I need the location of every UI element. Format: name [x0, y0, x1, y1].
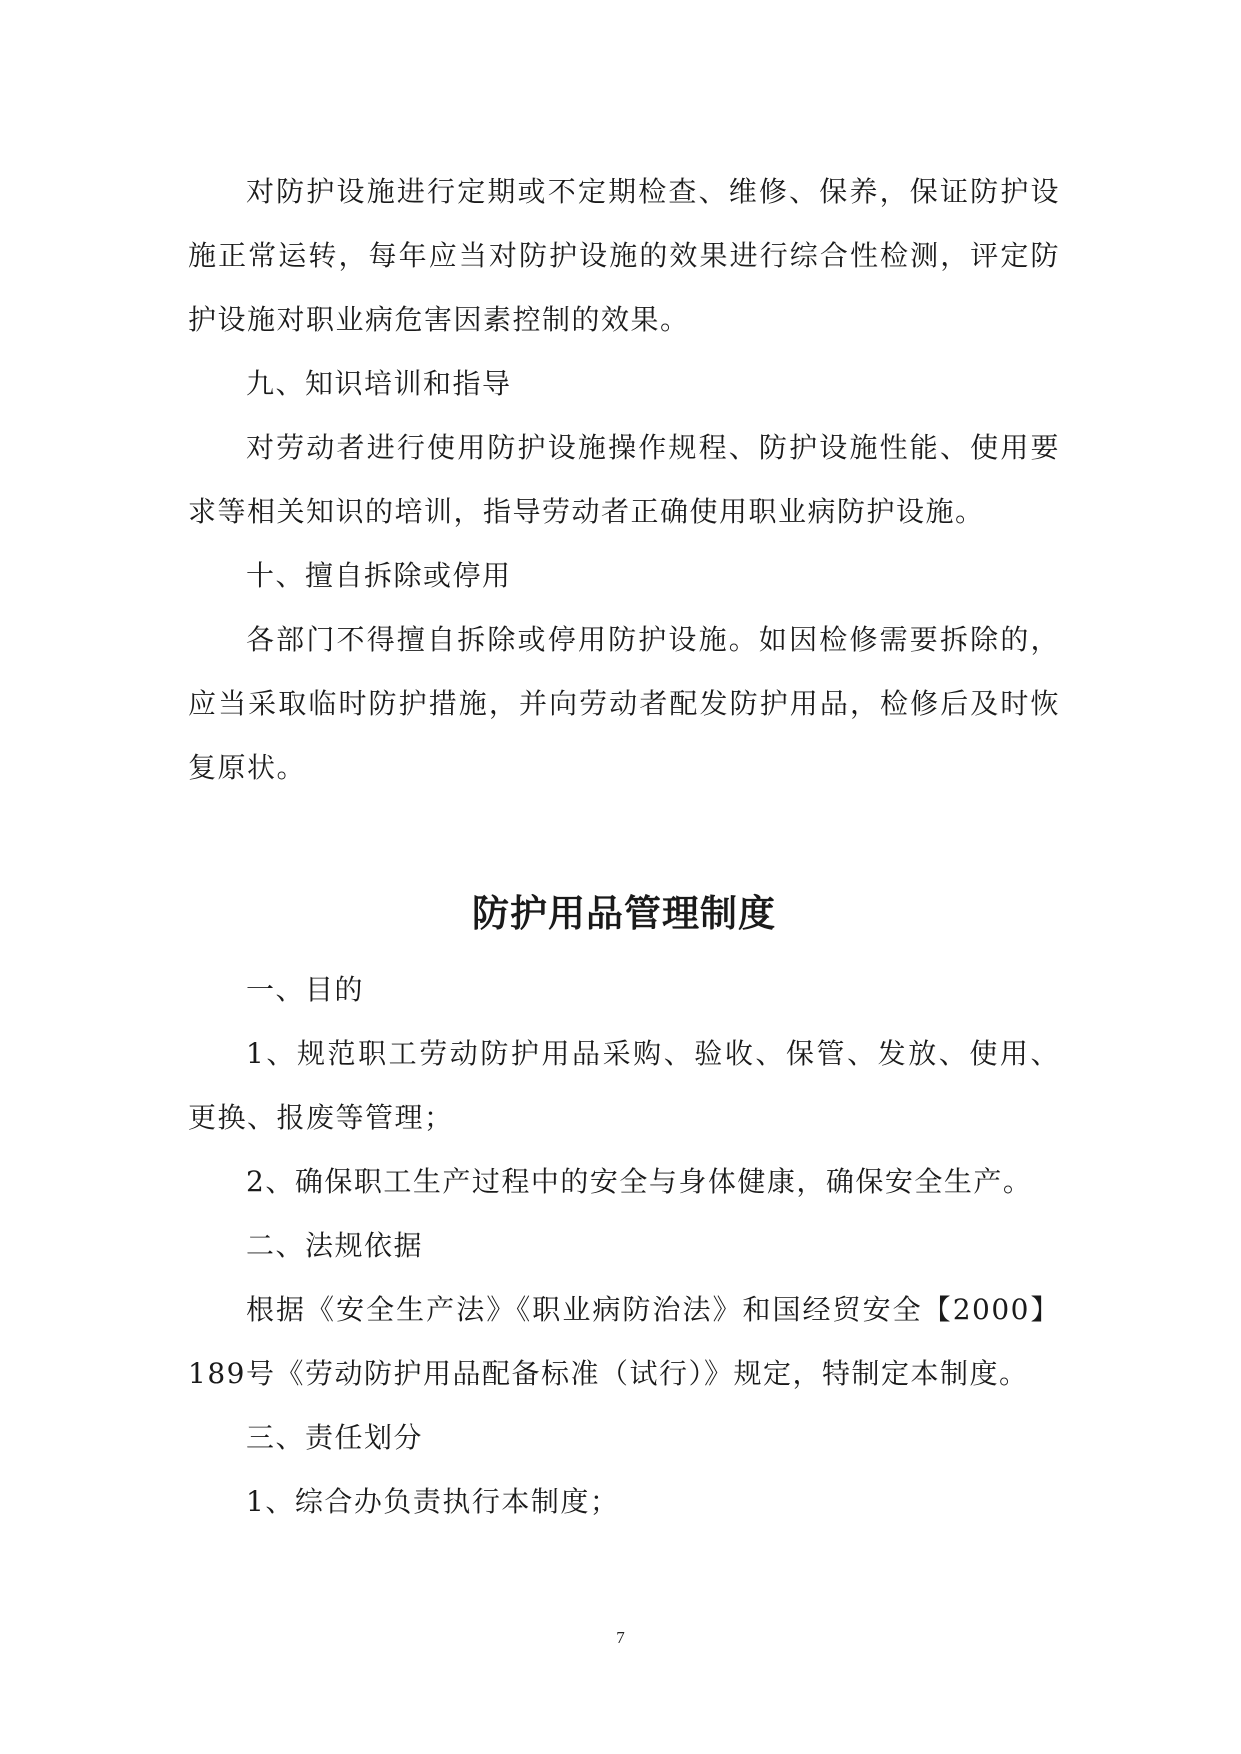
paragraph-facility-inspection: 对防护设施进行定期或不定期检查、维修、保养，保证防护设施正常运转，每年应当对防护设施的效果进行综合性检测，评定防护设施对职业病危害因素控制的效果。: [188, 175, 1060, 336]
heading-legal-basis: 二、法规依据: [246, 1229, 424, 1262]
paragraph-purpose-2: 2、确保职工生产过程中的安全与身体健康，确保安全生产。: [246, 1165, 1033, 1198]
document-title: 防护用品管理制度: [472, 892, 776, 935]
paragraph-training: 对劳动者进行使用防护设施操作规程、防护设施性能、使用要求等相关知识的培训，指导劳动者正确使用职业病防护设施。: [188, 431, 1060, 528]
paragraph-legal-basis: 根据《安全生产法》《职业病防治法》和国经贸安全【2000】189号《劳动防护用品配备标准（试行）》规定，特制定本制度。: [188, 1293, 1060, 1390]
page-content: [188, 160, 1060, 1534]
paragraph-purpose-1: 1、规范职工劳动防护用品采购、验收、保管、发放、使用、更换、报废等管理；: [188, 1037, 1060, 1134]
page-number: 7: [616, 1628, 625, 1647]
heading-purpose: 一、目的: [246, 973, 365, 1006]
paragraph-removal: 各部门不得擅自拆除或停用防护设施。如因检修需要拆除的，应当采取临时防护措施，并向劳动者配发防护用品，检修后及时恢复原状。: [188, 623, 1060, 784]
heading-knowledge-training: 九、知识培训和指导: [246, 367, 512, 400]
paragraph-responsibility-1: 1、综合办负责执行本制度；: [246, 1485, 620, 1518]
section-spacer: [188, 800, 1060, 882]
heading-unauthorized-removal: 十、擅自拆除或停用: [246, 559, 512, 592]
heading-responsibility: 三、责任划分: [246, 1421, 424, 1454]
